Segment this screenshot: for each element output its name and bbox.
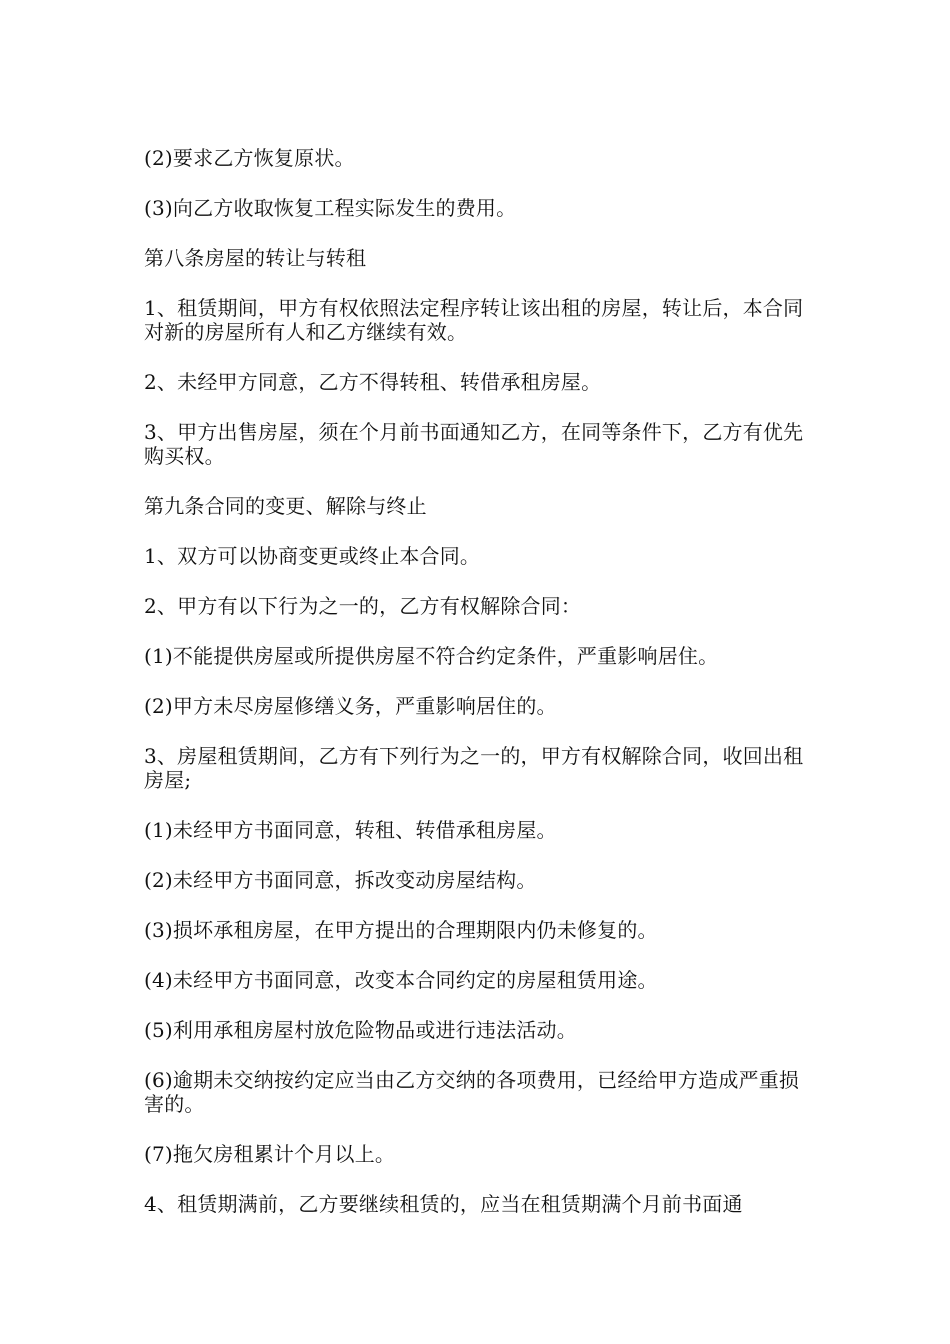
paragraph-9-1: 1、双方可以协商变更或终止本合同。	[144, 544, 481, 568]
paragraph-9-3-item-3: (3)损坏承租房屋，在甲方提出的合理期限内仍未修复的。	[144, 918, 658, 942]
paragraph-9-3-item-7: (7)拖欠房租累计个月以上。	[144, 1142, 396, 1166]
paragraph-9-3: 3、房屋租赁期间，乙方有下列行为之一的，甲方有权解除合同，收回出租房屋;	[144, 744, 804, 792]
document-body	[144, 146, 814, 1242]
section-heading-article-8: 第八条房屋的转让与转租	[144, 246, 367, 270]
paragraph-9-2-item-1: (1)不能提供房屋或所提供房屋不符合约定条件，严重影响居住。	[144, 644, 719, 668]
paragraph-9-2: 2、甲方有以下行为之一的，乙方有权解除合同：	[144, 594, 582, 618]
paragraph-9-2-item-2: (2)甲方未尽房屋修缮义务，严重影响居住的。	[144, 694, 557, 718]
paragraph-9-3-item-5: (5)利用承租房屋村放危险物品或进行违法活动。	[144, 1018, 577, 1042]
section-heading-article-9: 第九条合同的变更、解除与终止	[144, 494, 427, 518]
paragraph-9-3-item-2: (2)未经甲方书面同意，拆改变动房屋结构。	[144, 868, 537, 892]
paragraph-restore-cost: (3)向乙方收取恢复工程实际发生的费用。	[144, 196, 517, 220]
paragraph-8-1: 1、租赁期间，甲方有权依照法定程序转让该出租的房屋，转让后，本合同对新的房屋所有人和乙方继续有效。	[144, 296, 804, 344]
paragraph-restore-original: (2)要求乙方恢复原状。	[144, 146, 355, 170]
paragraph-8-3: 3、甲方出售房屋，须在个月前书面通知乙方，在同等条件下，乙方有优先购买权。	[144, 420, 804, 468]
paragraph-9-3-item-6: (6)逾期未交纳按约定应当由乙方交纳的各项费用，已经给甲方造成严重损害的。	[144, 1068, 800, 1116]
paragraph-9-3-item-1: (1)未经甲方书面同意，转租、转借承租房屋。	[144, 818, 557, 842]
paragraph-9-3-item-4: (4)未经甲方书面同意，改变本合同约定的房屋租赁用途。	[144, 968, 658, 992]
paragraph-8-2: 2、未经甲方同意，乙方不得转租、转借承租房屋。	[144, 370, 602, 394]
paragraph-9-4: 4、租赁期满前，乙方要继续租赁的，应当在租赁期满个月前书面通	[144, 1192, 743, 1216]
